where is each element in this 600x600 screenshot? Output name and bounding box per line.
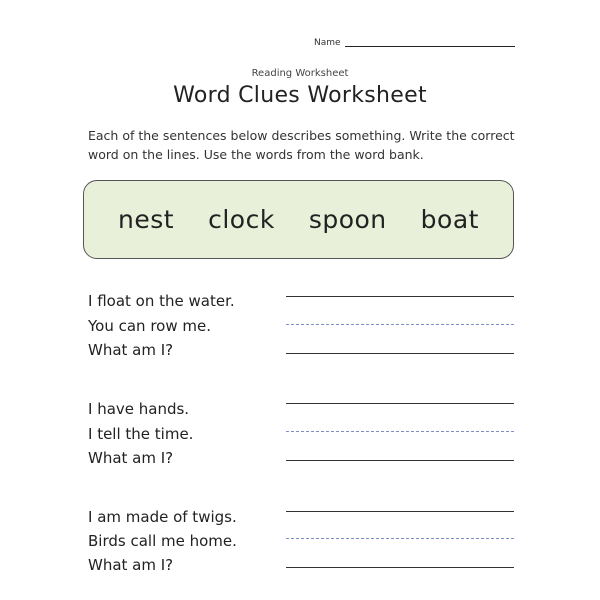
clue-text: Birds call me home. xyxy=(88,532,237,550)
answer-base-line[interactable] xyxy=(286,460,514,461)
clue-text: I have hands. xyxy=(88,400,190,418)
answer-top-line[interactable] xyxy=(286,511,514,512)
answer-top-line[interactable] xyxy=(286,296,514,297)
name-write-line[interactable] xyxy=(345,46,515,47)
answer-midline[interactable] xyxy=(286,324,514,325)
answer-midline[interactable] xyxy=(286,431,514,432)
word-bank-word: spoon xyxy=(308,205,387,234)
clue-text: I tell the time. xyxy=(88,425,194,443)
instructions: Each of the sentences below describes something. Write the correct word on the lines. Use the words from the word bank. xyxy=(88,128,515,162)
word-bank-word: boat xyxy=(420,205,479,234)
answer-base-line[interactable] xyxy=(286,567,514,568)
clue-text: What am I? xyxy=(88,449,174,467)
answer-midline[interactable] xyxy=(286,538,514,539)
worksheet-title: Word Clues Worksheet xyxy=(173,83,427,108)
word-bank xyxy=(83,180,514,259)
name-label: Name xyxy=(314,38,341,48)
clue-text: What am I? xyxy=(88,556,174,574)
worksheet-subtitle: Reading Worksheet xyxy=(251,68,349,79)
clue-text: I am made of twigs. xyxy=(88,508,237,526)
clue-text: I float on the water. xyxy=(88,292,235,310)
word-bank-word: clock xyxy=(208,205,275,234)
clue-block xyxy=(88,292,518,372)
clue-text: What am I? xyxy=(88,341,174,359)
clue-block xyxy=(88,508,518,588)
clue-text: You can row me. xyxy=(88,317,211,335)
answer-top-line[interactable] xyxy=(286,403,514,404)
clue-block xyxy=(88,400,518,480)
name-field xyxy=(314,38,515,48)
word-bank-word: nest xyxy=(118,205,175,234)
answer-base-line[interactable] xyxy=(286,353,514,354)
